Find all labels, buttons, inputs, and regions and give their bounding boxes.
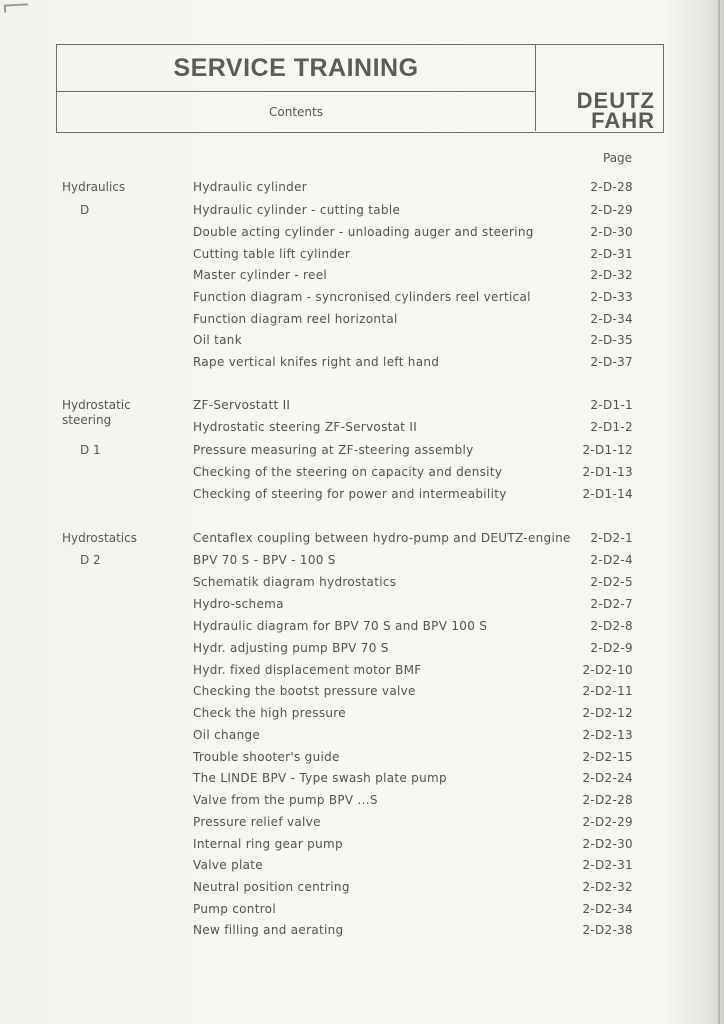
- toc-item-page: 2-D2-1: [590, 531, 633, 545]
- title-cell: [57, 45, 535, 92]
- toc-item-page: 2-D2-5: [590, 575, 633, 589]
- toc-item-page: 2-D-33: [590, 290, 633, 304]
- logo-line-2: FAHR: [591, 108, 655, 133]
- toc-item-title: Valve plate: [193, 858, 263, 872]
- toc-item-title: The LINDE BPV - Type swash plate pump: [193, 771, 447, 785]
- toc-item-title: ZF-Servostatt II: [193, 398, 291, 412]
- toc-item-page: 2-D-28: [590, 180, 633, 194]
- toc-item-title: Centaflex coupling between hydro-pump and DEUTZ-engine: [193, 531, 571, 545]
- toc-item-title: Oil change: [193, 728, 261, 742]
- toc-item-title: Hydro-schema: [193, 597, 284, 611]
- toc-item-title: New filling and aerating: [193, 923, 344, 937]
- toc-item-page: 2-D-31: [590, 247, 633, 261]
- toc-item-page: 2-D-30: [590, 225, 633, 239]
- toc-item-title: Checking of the steering on capacity and density: [193, 465, 503, 479]
- toc-item-title: Rape vertical knifes right and left hand: [193, 355, 440, 369]
- corner-mark: [4, 3, 28, 12]
- contents-heading: Contents: [269, 104, 323, 119]
- toc-item-title: Hydraulic diagram for BPV 70 S and BPV 100 S: [193, 619, 488, 633]
- toc-item-title: Trouble shooter's guide: [193, 750, 340, 764]
- toc-item-title: Function diagram reel horizontal: [193, 312, 398, 326]
- toc-item-page: 2-D2-4: [590, 553, 633, 567]
- toc-item-title: Checking the bootst pressure valve: [193, 684, 416, 698]
- toc-item-page: 2-D2-11: [582, 684, 633, 698]
- section-code: D 2: [80, 553, 101, 567]
- toc-item-page: 2-D-32: [590, 268, 633, 282]
- toc-item-page: 2-D2-29: [582, 815, 633, 829]
- toc-item-title: Hydraulic cylinder: [193, 180, 308, 194]
- toc-item-page: 2-D2-7: [590, 597, 633, 611]
- section-code: D: [80, 203, 90, 217]
- toc-item-title: Neutral position centring: [193, 880, 350, 894]
- toc-item-page: 2-D2-13: [582, 728, 633, 742]
- toc-item-title: Pressure relief valve: [193, 815, 321, 829]
- page-title: SERVICE TRAINING: [173, 53, 419, 82]
- toc-item-title: Cutting table lift cylinder: [193, 247, 351, 261]
- toc-item-page: 2-D2-24: [582, 771, 633, 785]
- toc-item-title: Internal ring gear pump: [193, 837, 343, 851]
- toc-item-title: Hydrostatic steering ZF-Servostat II: [193, 420, 418, 434]
- toc-item-page: 2-D1-1: [590, 398, 633, 412]
- section-code: D 1: [80, 443, 101, 457]
- toc-item-page: 2-D-29: [590, 203, 633, 217]
- toc-item-page: 2-D-34: [590, 312, 633, 326]
- toc-item-page: 2-D2-15: [582, 750, 633, 764]
- toc-item-title: Double acting cylinder - unloading auger and steering: [193, 225, 534, 239]
- toc-item-page: 2-D2-9: [590, 641, 633, 655]
- toc-item-title: Hydraulic cylinder - cutting table: [193, 203, 401, 217]
- toc-item-page: 2-D1-2: [590, 420, 633, 434]
- toc-item-title: Check the high pressure: [193, 706, 346, 720]
- toc-item-page: 2-D1-14: [582, 487, 633, 501]
- toc-item-page: 2-D1-12: [582, 443, 633, 457]
- page-edge-shadow: [718, 0, 720, 1024]
- toc-item-title: Hydr. adjusting pump BPV 70 S: [193, 641, 389, 655]
- toc-item-title: Hydr. fixed displacement motor BMF: [193, 663, 422, 677]
- page-column-label: Page: [603, 151, 633, 165]
- toc-item-title: Schematik diagram hydrostatics: [193, 575, 397, 589]
- toc-item-page: 2-D1-13: [582, 465, 633, 479]
- logo-line-1: DEUTZ: [576, 88, 655, 113]
- toc-item-page: 2-D2-34: [582, 902, 633, 916]
- toc-item-title: Master cylinder - reel: [193, 268, 328, 282]
- subtitle-cell: [57, 91, 535, 132]
- section-label: Hydrostatics: [62, 531, 137, 545]
- toc-item-title: BPV 70 S - BPV - 100 S: [193, 553, 336, 567]
- section-label: Hydraulics: [62, 180, 126, 194]
- toc-item-page: 2-D-37: [590, 355, 633, 369]
- toc-item-title: Pump control: [193, 902, 276, 916]
- toc-item-page: 2-D2-32: [582, 880, 633, 894]
- toc-item-page: 2-D2-38: [582, 923, 633, 937]
- section-label: Hydrostatic steering: [62, 398, 131, 427]
- logo-cell: [535, 45, 663, 131]
- toc-item-title: Oil tank: [193, 333, 242, 347]
- toc-item-page: 2-D2-28: [582, 793, 633, 807]
- toc-item-title: Checking of steering for power and intermeability: [193, 487, 507, 501]
- toc-item-page: 2-D2-31: [582, 858, 633, 872]
- toc-item-title: Pressure measuring at ZF-steering assembly: [193, 443, 474, 457]
- toc-item-page: 2-D2-8: [590, 619, 633, 633]
- toc-item-page: 2-D2-10: [582, 663, 633, 677]
- toc-item-title: Function diagram - syncronised cylinders reel vertical: [193, 290, 531, 304]
- toc-item-page: 2-D-35: [590, 333, 633, 347]
- toc-item-page: 2-D2-30: [582, 837, 633, 851]
- header-box: [56, 44, 664, 133]
- toc-item-title: Valve from the pump BPV ...S: [193, 793, 378, 807]
- deutz-fahr-logo: [576, 88, 655, 133]
- toc-item-page: 2-D2-12: [582, 706, 633, 720]
